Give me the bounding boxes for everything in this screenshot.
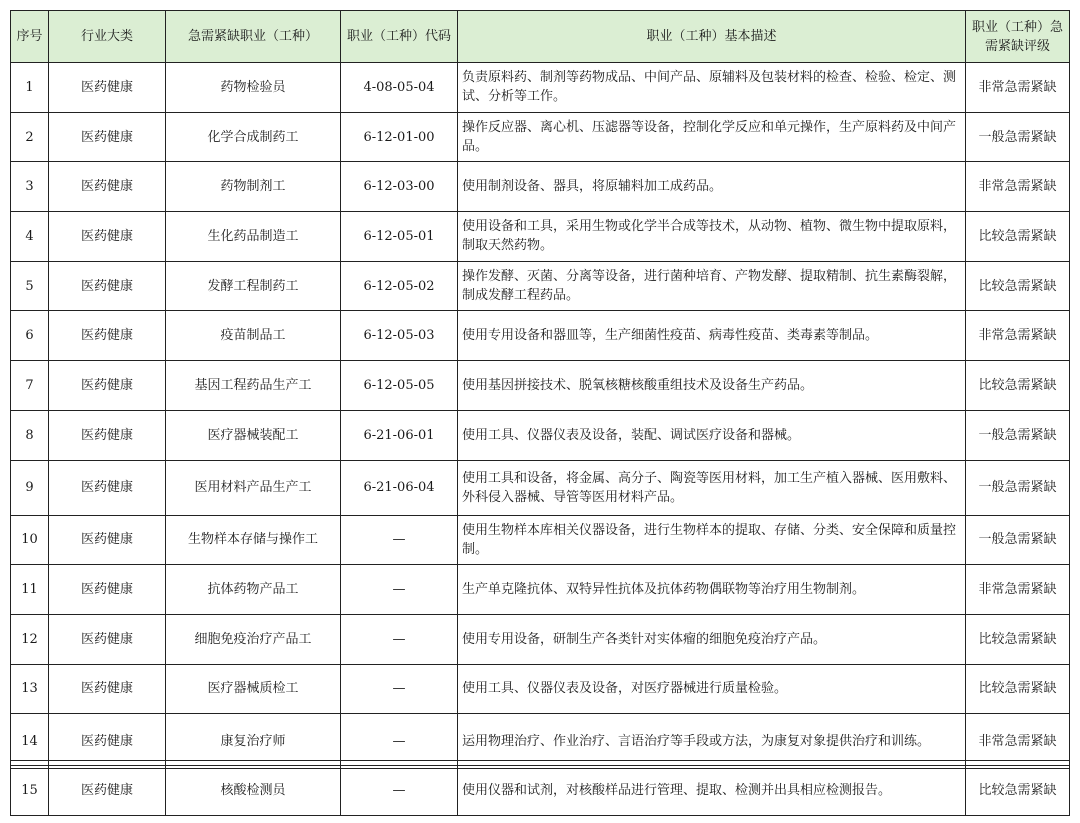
- cell-code: —: [341, 664, 458, 714]
- table-row: [11, 766, 1070, 816]
- cell-no: 14: [11, 714, 49, 769]
- table-row: [11, 614, 1070, 664]
- cell-no: 4: [11, 212, 49, 262]
- table-row: [11, 63, 1070, 113]
- cell-no: 7: [11, 361, 49, 411]
- cell-industry: 医药健康: [49, 162, 166, 212]
- cell-code: —: [341, 614, 458, 664]
- cell-code: 6-12-01-00: [341, 112, 458, 162]
- table-row: [11, 112, 1070, 162]
- cell-no: 12: [11, 614, 49, 664]
- cell-code: —: [341, 565, 458, 615]
- cell-rating: 比较急需紧缺: [966, 614, 1070, 664]
- header-no: 序号: [11, 11, 49, 63]
- table-row: [11, 410, 1070, 460]
- cell-no: 8: [11, 410, 49, 460]
- table-row: [11, 261, 1070, 311]
- cell-desc: 使用制剂设备、器具，将原辅料加工成药品。: [458, 162, 966, 212]
- cell-desc: 使用生物样本库相关仪器设备，进行生物样本的提取、存储、分类、安全保障和质量控制。: [458, 515, 966, 565]
- cell-occupation: 医疗器械质检工: [166, 664, 341, 714]
- table-row: [11, 664, 1070, 714]
- cell-industry: 医药健康: [49, 361, 166, 411]
- cell-rating: 比较急需紧缺: [966, 261, 1070, 311]
- cell-occupation: 发酵工程制药工: [166, 261, 341, 311]
- cell-code: —: [341, 515, 458, 565]
- cell-no: 13: [11, 664, 49, 714]
- cell-industry: 医药健康: [49, 112, 166, 162]
- cell-rating: 非常急需紧缺: [966, 714, 1070, 769]
- cell-code: 6-12-05-05: [341, 361, 458, 411]
- cell-occupation: 康复治疗师: [166, 714, 341, 769]
- cell-occupation: 化学合成制药工: [166, 112, 341, 162]
- header-row: [11, 11, 1070, 63]
- cell-desc: 操作发酵、灭菌、分离等设备，进行菌种培育、产物发酵、提取精制、抗生素酶裂解，制成发酵工程药品。: [458, 261, 966, 311]
- cell-occupation: 抗体药物产品工: [166, 565, 341, 615]
- cell-occupation: 药物制剂工: [166, 162, 341, 212]
- cell-industry: 医药健康: [49, 212, 166, 262]
- cell-no: 9: [11, 460, 49, 515]
- cell-occupation: 生物样本存储与操作工: [166, 515, 341, 565]
- cell-industry: 医药健康: [49, 63, 166, 113]
- cell-no: 5: [11, 261, 49, 311]
- table-row: [11, 212, 1070, 262]
- cell-rating: 比较急需紧缺: [966, 212, 1070, 262]
- cell-industry: 医药健康: [49, 614, 166, 664]
- cell-occupation: 细胞免疫治疗产品工: [166, 614, 341, 664]
- cell-code: —: [341, 766, 458, 816]
- cell-desc: 使用工具、仪器仪表及设备，对医疗器械进行质量检验。: [458, 664, 966, 714]
- cell-code: 6-21-06-01: [341, 410, 458, 460]
- cell-desc: 使用工具和设备，将金属、高分子、陶瓷等医用材料，加工生产植入器械、医用敷料、外科侵入器械、导管等医用材料产品。: [458, 460, 966, 515]
- cell-industry: 医药健康: [49, 766, 166, 816]
- cell-no: 2: [11, 112, 49, 162]
- cell-desc: 使用专用设备，研制生产各类针对实体瘤的细胞免疫治疗产品。: [458, 614, 966, 664]
- occupation-table-continued: [10, 765, 1070, 816]
- cell-desc: 使用工具、仪器仪表及设备，装配、调试医疗设备和器械。: [458, 410, 966, 460]
- cell-desc: 生产单克隆抗体、双特异性抗体及抗体药物偶联物等治疗用生物制剂。: [458, 565, 966, 615]
- cell-occupation: 核酸检测员: [166, 766, 341, 816]
- cell-code: —: [341, 714, 458, 769]
- table-row: [11, 162, 1070, 212]
- cell-desc: 运用物理治疗、作业治疗、言语治疗等手段或方法，为康复对象提供治疗和训练。: [458, 714, 966, 769]
- cell-rating: 比较急需紧缺: [966, 664, 1070, 714]
- cell-occupation: 疫苗制品工: [166, 311, 341, 361]
- occupation-table: [10, 10, 1070, 769]
- cell-occupation: 基因工程药品生产工: [166, 361, 341, 411]
- cell-rating: 比较急需紧缺: [966, 361, 1070, 411]
- cell-desc: 使用仪器和试剂，对核酸样品进行管理、提取、检测并出具相应检测报告。: [458, 766, 966, 816]
- cell-code: 4-08-05-04: [341, 63, 458, 113]
- cell-occupation: 医用材料产品生产工: [166, 460, 341, 515]
- cell-no: 6: [11, 311, 49, 361]
- table-row: [11, 565, 1070, 615]
- cell-rating: 非常急需紧缺: [966, 311, 1070, 361]
- cell-industry: 医药健康: [49, 515, 166, 565]
- cell-no: 15: [11, 766, 49, 816]
- table-row: [11, 311, 1070, 361]
- table-row: [11, 361, 1070, 411]
- cell-rating: 一般急需紧缺: [966, 112, 1070, 162]
- cell-desc: 使用基因拼接技术、脱氧核糖核酸重组技术及设备生产药品。: [458, 361, 966, 411]
- cell-industry: 医药健康: [49, 664, 166, 714]
- header-rating: 职业（工种）急需紧缺评级: [966, 11, 1070, 63]
- cell-industry: 医药健康: [49, 460, 166, 515]
- separator-line: [10, 760, 1069, 761]
- cell-no: 1: [11, 63, 49, 113]
- cell-code: 6-12-05-03: [341, 311, 458, 361]
- cell-industry: 医药健康: [49, 565, 166, 615]
- cell-rating: 一般急需紧缺: [966, 410, 1070, 460]
- header-code: 职业（工种）代码: [341, 11, 458, 63]
- header-industry: 行业大类: [49, 11, 166, 63]
- cell-rating: 一般急需紧缺: [966, 515, 1070, 565]
- cell-industry: 医药健康: [49, 714, 166, 769]
- cell-rating: 非常急需紧缺: [966, 162, 1070, 212]
- cell-occupation: 医疗器械装配工: [166, 410, 341, 460]
- cell-rating: 非常急需紧缺: [966, 565, 1070, 615]
- table-row: [11, 515, 1070, 565]
- cell-rating: 一般急需紧缺: [966, 460, 1070, 515]
- cell-industry: 医药健康: [49, 311, 166, 361]
- header-desc: 职业（工种）基本描述: [458, 11, 966, 63]
- cell-rating: 比较急需紧缺: [966, 766, 1070, 816]
- cell-code: 6-21-06-04: [341, 460, 458, 515]
- cell-industry: 医药健康: [49, 410, 166, 460]
- cell-desc: 使用专用设备和器皿等，生产细菌性疫苗、病毒性疫苗、类毒素等制品。: [458, 311, 966, 361]
- cell-desc: 负责原料药、制剂等药物成品、中间产品、原辅料及包装材料的检查、检验、检定、测试、分析等工作。: [458, 63, 966, 113]
- cell-desc: 操作反应器、离心机、压滤器等设备，控制化学反应和单元操作，生产原料药及中间产品。: [458, 112, 966, 162]
- cell-code: 6-12-05-01: [341, 212, 458, 262]
- cell-rating: 非常急需紧缺: [966, 63, 1070, 113]
- cell-occupation: 生化药品制造工: [166, 212, 341, 262]
- table-row: [11, 460, 1070, 515]
- cell-desc: 使用设备和工具，采用生物或化学半合成等技术，从动物、植物、微生物中提取原料，制取天然药物。: [458, 212, 966, 262]
- cell-no: 3: [11, 162, 49, 212]
- cell-no: 10: [11, 515, 49, 565]
- cell-industry: 医药健康: [49, 261, 166, 311]
- cell-no: 11: [11, 565, 49, 615]
- cell-occupation: 药物检验员: [166, 63, 341, 113]
- header-occupation: 急需紧缺职业（工种）: [166, 11, 341, 63]
- cell-code: 6-12-03-00: [341, 162, 458, 212]
- cell-code: 6-12-05-02: [341, 261, 458, 311]
